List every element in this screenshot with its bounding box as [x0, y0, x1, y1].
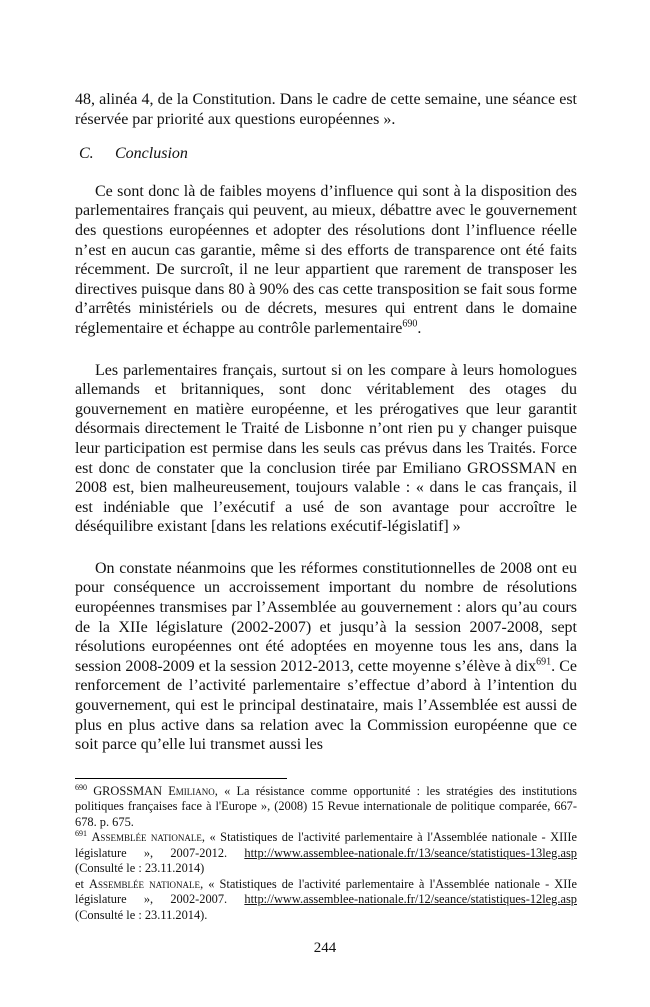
footnote-691-link[interactable]: http://www.assemblee-nationale.fr/13/seance/statistiques-13leg.asp — [244, 845, 577, 860]
paragraph-3-text-a: On constate néanmoins que les réformes constitutionnelles de 2008 ont eu pour conséquence un accroissement important du nombre de résolutions européennes transmises par l’Assemblée au gouvernement : alors qu’au cours de la XIIe législature (2002-2007) et jusqu’à la session 2007-2008, sept résolutions européennes ont été adoptées en moyenne tous les ans, dans la session 2008-2009 et la session 2012-2013, cette moyenne s’élève à dix — [75, 559, 577, 675]
footnote-691-mark: 691 — [75, 829, 87, 839]
paragraph-1-text: Ce sont donc là de faibles moyens d’influence qui sont à la disposition des parlementaires français qui peuvent, au mieux, débattre avec le gouvernement des questions européennes et adopter des résolutions dont l’influence réelle n’est en aucun cas garantie, même si des efforts de transparence ont été faits récemment. De surcroît, il ne leur appartient que rarement de transposer les directives puisque dans 80 à 90% des cas cette transposition se fait sous forme d’arrêtés ministériels ou de décrets, mesures qui entrent dans le domaine réglementaire et échappe au contrôle parlementaire — [75, 182, 577, 337]
paragraph-3-text-b: . Ce renforcement de l’activité parlementaire s’effectue d’abord à l’intention du gouvernement, qui est le principal destinataire, mais l’Assemblée est aussi de plus en plus active dans sa relation avec la Commission européenne que ce soit parce qu’elle lui transmet aussi les — [75, 657, 577, 754]
footnote-691-continued — [75, 877, 577, 924]
page-body — [75, 90, 577, 923]
footnote-691b-prefix: et — [75, 876, 90, 891]
paragraph-3 — [75, 559, 577, 755]
footnote-ref-690[interactable]: 690 — [402, 318, 418, 330]
footnote-690-author: GROSSMAN — [93, 783, 163, 798]
footnote-691b-text: , « Statistiques de l'activité parlementaire à l'Assemblée nationale - XIIe législature », 2002-2007. — [75, 876, 577, 907]
paragraph-continuation: 48, alinéa 4, de la Constitution. Dans le cadre de cette semaine, une séance est réservée par priorité aux questions européennes ». — [75, 91, 577, 128]
paragraph-1-end: . — [417, 319, 422, 337]
footnote-691 — [75, 830, 577, 877]
footnote-691-text: , « Statistiques de l'activité parlementaire à l'Assemblée nationale - XIIIe législature », 2007-2012. — [75, 830, 577, 860]
section-heading — [79, 144, 577, 164]
footnote-separator — [75, 778, 287, 779]
paragraph-2: Les parlementaires français, surtout si on les compare à leurs homologues allemands et britanniques, sont donc véritablement des otages du gouvernement en matière européenne, et les prérogatives que leur garantit désormais directement le Traité de Lisbonne n’ont rien pu y changer puisque leur participation est permise dans les seuls cas prévus dans les Traités. Force est donc de constater que la conclusion tirée par Emiliano GROSSMAN en 2008 est, bien malheureusement, toujours valable : « dans le cas français, il est indéniable que l’exécutif a usé de son avantage pour accroître le déséquilibre existant [dans les relations exécutif-législatif] » — [75, 361, 577, 536]
footnote-691b-link[interactable]: http://www.assemblee-nationale.fr/12/seance/statistiques-12leg.asp — [244, 892, 577, 907]
footnote-691b-author: Assemblée nationale — [89, 876, 201, 891]
footnote-ref-691[interactable]: 691 — [536, 656, 552, 668]
footnote-691-author: Assemblée nationale — [91, 830, 202, 845]
footnote-691-consult: (Consulté le : 23.11.2014) — [75, 861, 205, 876]
page-number: 244 — [313, 940, 337, 956]
footnote-690-author-first: Emiliano — [168, 783, 215, 798]
footnote-691b-consult: (Consulté le : 23.11.2014). — [75, 907, 208, 922]
section-title: Conclusion — [115, 145, 188, 163]
footnote-690-text: , « La résistance comme opportunité : les stratégies des institutions politiques françaises face à l'Europe », (2008) 15 Revue internationale de politique comparée, 667-678. p. 675. — [75, 783, 577, 829]
footnote-690 — [75, 784, 577, 831]
section-number: C. — [79, 145, 94, 163]
paragraph-1 — [75, 182, 577, 339]
footnote-690-mark: 690 — [75, 782, 87, 792]
